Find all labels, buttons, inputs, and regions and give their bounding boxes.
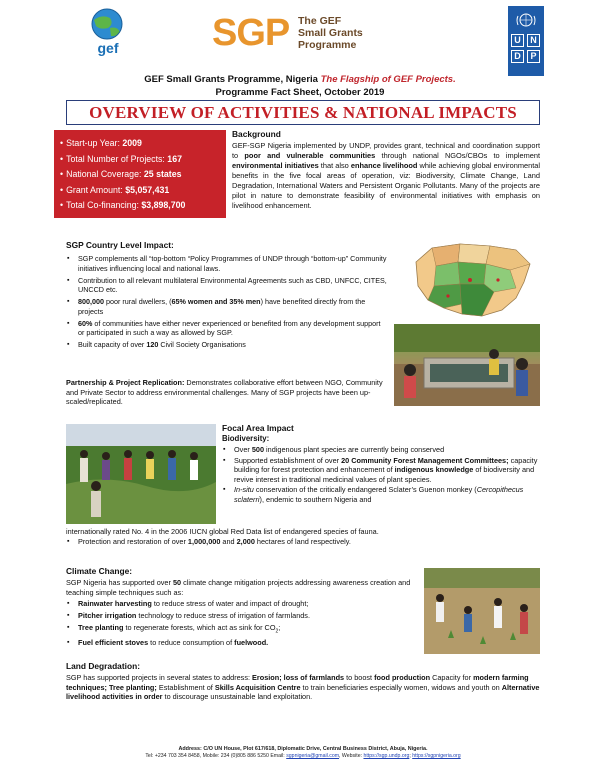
country-impact-list (66, 254, 388, 350)
climate-change-section (66, 566, 420, 650)
program-name: GEF Small Grants Programme, Nigeria (144, 74, 318, 85)
list-item: ▪ Rainwater harvesting to reduce stress of water and impact of drought; (66, 599, 420, 609)
climate-intro: SGP Nigeria has supported over 50 climate change mitigation projects addressing awareness creation and teaching simple techniques such as: (66, 578, 411, 597)
water-well-picture (394, 324, 540, 406)
stat-label: National Coverage: (66, 169, 144, 180)
map-marker (468, 278, 472, 282)
un-emblem-icon (514, 10, 538, 30)
list-item: ▪ Fuel efficient stoves to reduce consumption of fuelwood. (66, 638, 420, 648)
undp-letter: D (511, 50, 524, 63)
footer-contact: Tel: +234 703 354 8458, Mobile: 234 (0)805 886 5250 Email: sgpnigeria@gmail.com, Website: https://sgp.undp.org; https://sgpnigeria.org (145, 753, 461, 760)
land-heading: Land Degradation: (66, 661, 140, 671)
list-item: ▪ Built capacity of over 120 Civil Society Organisations (66, 340, 388, 350)
stat-value: $3,898,700 (141, 200, 186, 211)
list-item: ▪ In-situ conservation of the critically endangered Sclater’s Guenon monkey (Cercopithecus sclaterri), endemic to southern Nigeria and (222, 485, 540, 504)
background-section (232, 129, 540, 211)
stat-label: Total Co-financing: (66, 200, 142, 211)
farm-group-picture (66, 424, 216, 524)
country-impact-heading: SGP Country Level Impact: (66, 240, 174, 250)
footer (66, 746, 540, 760)
list-item: ▪ 60% of communities have either never experienced or benefited from any development support or participated in such a way as allowed by SGP. (66, 319, 388, 338)
land-text: SGP has supported projects in several states to address: Erosion; loss of farmlands to boost food production Capacity for modern farming techniques; Tree planting; Establishment of Skills Acquisition Centre to train beneficiaries especially women, widows and youth on Alternative livelihood activities in order to discourage unsustainable land exploitation. (66, 673, 540, 702)
title-bar (66, 100, 540, 125)
list-item: ▪ Protection and restoration of over 1,000,000 and 2,000 hectares of land respectively. (66, 537, 540, 547)
sgp-title (298, 16, 388, 51)
land-protection-list (66, 537, 540, 547)
stat-item: • Grant Amount: $5,057,431 (60, 184, 170, 195)
stat-value: 2009 (122, 138, 142, 148)
stats-box (54, 130, 226, 218)
sgp-title-line: Programme (298, 38, 357, 51)
photo-seedlings (424, 568, 540, 654)
undp-logo (508, 6, 544, 76)
list-item: ▪ Tree planting to regenerate forests, which act as sink for $CO_2$; (66, 623, 420, 635)
background-heading: Background (232, 129, 281, 139)
partnership-section (66, 378, 390, 407)
climate-list (66, 599, 420, 647)
focal-area-section (222, 423, 540, 505)
website-link[interactable]: https://sgpnigeria.org (412, 753, 461, 760)
stat-item: • National Coverage: 25 states (60, 169, 182, 180)
list-item: ▪ SGP complements all “top-bottom “Policy Programmes of UNDP through “bottom-up” Community initiatives influencing local and national laws. (66, 254, 388, 273)
stat-value: 167 (167, 153, 182, 164)
flagship-tagline: The Flagship of GEF Projects. (320, 74, 456, 85)
photo-well (394, 324, 540, 406)
undp-letter: U (511, 34, 524, 47)
stat-label: Start-up Year: (66, 138, 123, 148)
stat-value: 25 states (143, 169, 182, 180)
gef-text: gef (97, 40, 119, 56)
list-item: ▪ Contribution to all relevant multilateral Environmental Agreements such as CBD, UNFCC, CITES, UNCCD etc. (66, 276, 388, 295)
sgp-logo (212, 10, 382, 56)
list-item: ▪ Pitcher irrigation technology to reduce stress of irrigation of farmlands. (66, 611, 420, 621)
factsheet-date: Programme Fact Sheet, October 2019 (215, 87, 385, 98)
biodiversity-list (222, 445, 540, 504)
gef-logo (84, 6, 130, 58)
country-impact-section (66, 240, 388, 353)
sgp-letters: SGP (212, 12, 290, 54)
website-link[interactable]: https://sgp.undp.org (363, 753, 410, 760)
list-item: ▪ Supported establishment of over 20 Community Forest Management Committees; capacity building for forest protection and enhancement of indigenous knowledge of biodiversity and revive interest in traditional medicinal values of plant species. (222, 456, 540, 485)
partnership-text: Partnership & Project Replication: Demonstrates collaborative effort between NGO, Community and Private Sector to address environmental challenges. Many of SGP projects have been up-scaled/replicated. (66, 378, 383, 407)
stat-item: • Start-up Year: 2009 (60, 138, 142, 148)
background-text: GEF-SGP Nigeria implemented by UNDP, provides grant, technical and coordination support to poor and vulnerable communities through national NGOs/CBOs to implement environmental initiatives that also enhance livelihood while achieving global environmental benefits in the five focal areas of operation, viz: Biodiversity, Climate Change, Land Degradation, International Waters and Persistent Organic Pollutants. Many of the projects are pilot in nature to demonstrate feasibility of environmental initiatives with emphasis on livelihood enhancement. (232, 141, 541, 210)
program-line (0, 74, 600, 87)
email-link[interactable]: sgpnigeria@gmail.com (286, 753, 340, 760)
map-marker (496, 278, 499, 281)
focal-area-heading: Focal Area Impact (222, 423, 294, 433)
stat-value: $5,057,431 (125, 184, 170, 195)
stat-item: • Total Number of Projects: 167 (60, 153, 182, 164)
biodiversity-heading: Biodiversity: (222, 434, 270, 444)
page-title: OVERVIEW OF ACTIVITIES & NATIONAL IMPACTS (89, 103, 517, 122)
footer-address: Address: C/O UN House, Plot 617/618, Diplomatic Drive, Central Business District, Abuja, Nigeria. (178, 746, 428, 752)
photo-field (66, 424, 216, 524)
sgp-title-line: The GEF (298, 15, 342, 27)
land-degradation-section (66, 661, 540, 702)
nigeria-map (398, 240, 540, 322)
list-item: ▪ 800,000 poor rural dwellers, (65% women and 35% men) have benefited directly from the projects (66, 297, 388, 316)
undp-letter: N (527, 34, 540, 47)
map-marker (446, 294, 449, 297)
iucn-text: internationally rated No. 4 in the 2006 IUCN global Red Data list of endangered species of fauna. (66, 527, 379, 536)
undp-letter: P (527, 50, 540, 63)
tree-planting-picture (424, 568, 540, 654)
stat-item: • Total Co-financing: $3,898,700 (60, 200, 186, 211)
list-item: ▪ Over 500 indigenous plant species are currently being conserved (222, 445, 540, 455)
sgp-title-line: Small Grants (298, 26, 363, 39)
climate-heading: Climate Change: (66, 566, 133, 576)
focal-area-continued (66, 527, 540, 547)
stat-label: Grant Amount: (66, 184, 126, 195)
stat-label: Total Number of Projects: (66, 153, 168, 164)
